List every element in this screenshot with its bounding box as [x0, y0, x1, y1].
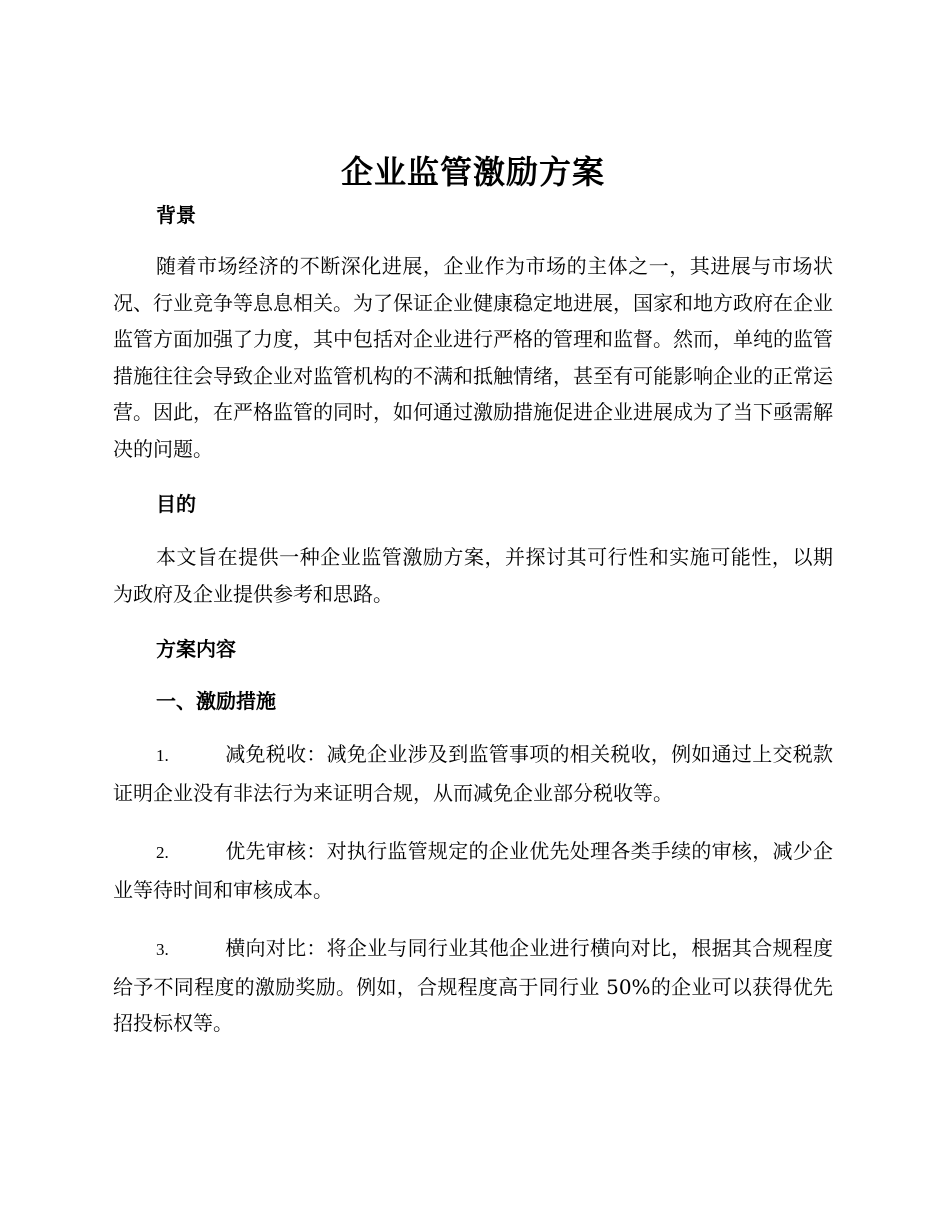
background-paragraph: 随着市场经济的不断深化进展，企业作为市场的主体之一，其进展与市场状况、行业竞争等息息相关。为了保证企业健康稳定地进展，国家和地方政府在企业监管方面加强了力度，其中包括对企业进行严格的管理和监督。然而，单纯的监管措施往往会导致企业对监管机构的不满和抵触情绪，甚至有可能影响企业的正常运营。因此，在严格监管的同时，如何通过激励措施促进企业进展成为了当下亟需解决的问题。	[113, 254, 833, 461]
list-number: 1.	[156, 746, 169, 765]
list-item-text: 减免税收：减免企业涉及到监管事项的相关税收，例如通过上交税款证明企业没有非法行为来证明合规，从而减免企业部分税收等。	[113, 742, 833, 805]
list-item	[113, 833, 833, 908]
document-body	[113, 150, 833, 1042]
section-heading-background: 背景	[156, 203, 196, 227]
list-item-text: 优先审核：对执行监管规定的企业优先处理各类手续的审核，减少企业等待时间和审核成本。	[113, 839, 833, 902]
list-number: 2.	[156, 843, 169, 862]
section-heading-content: 方案内容	[156, 637, 236, 661]
section-heading-purpose: 目的	[156, 492, 196, 516]
list-item	[113, 736, 833, 811]
section-heading-incentives: 一、激励措施	[156, 689, 276, 713]
list-number: 3.	[156, 940, 169, 959]
purpose-paragraph: 本文旨在提供一种企业监管激励方案，并探讨其可行性和实施可能性，以期为政府及企业提供参考和思路。	[113, 545, 833, 606]
list-item-text: 横向对比：将企业与同行业其他企业进行横向对比，根据其合规程度给予不同程度的激励奖励。例如，合规程度高于同行业 50%的企业可以获得优先招投标权等。	[113, 936, 833, 1035]
document-title: 企业监管激励方案	[340, 153, 605, 191]
list-item	[113, 930, 833, 1042]
